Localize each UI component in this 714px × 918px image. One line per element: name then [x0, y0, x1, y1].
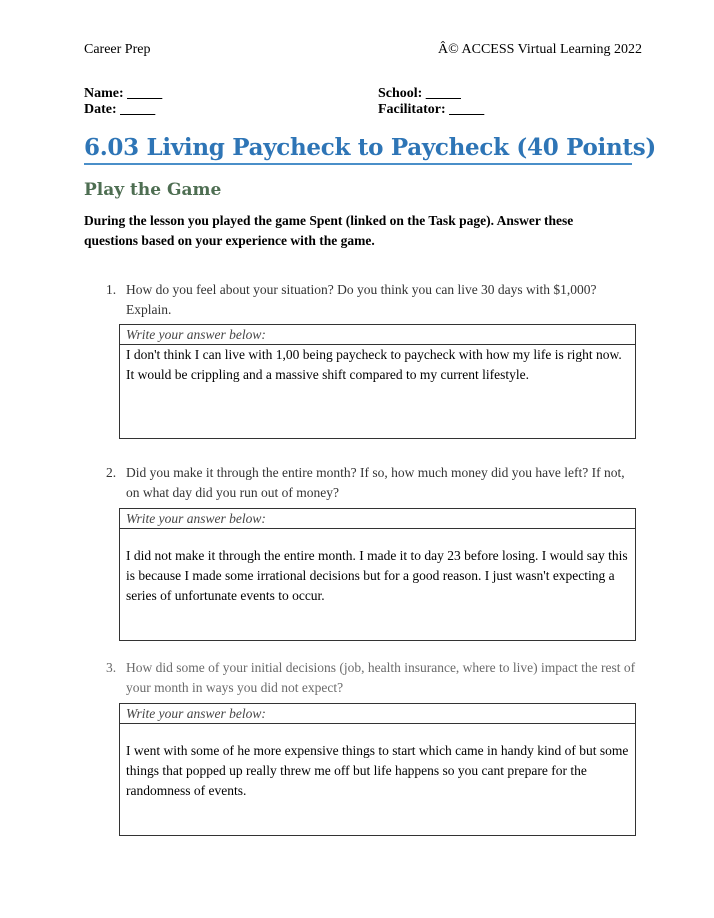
question-1	[106, 280, 636, 320]
date-label: Date:	[84, 102, 117, 117]
left-fields	[84, 86, 162, 118]
answer-box-2[interactable]	[119, 508, 636, 641]
name-blank[interactable]: _____	[127, 86, 163, 101]
question-number: 3.	[106, 660, 117, 675]
school-blank[interactable]: _____	[425, 86, 461, 101]
date-blank[interactable]: _____	[120, 102, 156, 117]
answer-box-label: Write your answer below:	[120, 704, 635, 724]
question-text: How do you feel about your situation? Do you think you can live 30 days with $1,000? Explain.	[126, 282, 597, 317]
name-label: Name:	[84, 86, 124, 101]
date-field[interactable]	[84, 102, 162, 118]
question-number: 1.	[106, 282, 117, 297]
facilitator-blank[interactable]: _____	[449, 102, 485, 117]
question-number: 2.	[106, 465, 117, 480]
question-text: How did some of your initial decisions (job, health insurance, where to live) impact the rest of your month in ways you did not expect?	[126, 660, 636, 695]
answer-text[interactable]: I don't think I can live with 1,00 being paycheck to paycheck with how my life is right now. It would be crippling and a massive shift compared to my current lifestyle.	[126, 347, 622, 382]
course-name: Career Prep	[84, 42, 151, 57]
school-label: School:	[378, 86, 423, 101]
facilitator-label: Facilitator:	[378, 102, 446, 117]
intro-text: During the lesson you played the game Spent (linked on the Task page). Answer these questions based on your experience with the game.	[84, 213, 574, 248]
question-text: Did you make it through the entire month? If so, how much money did you have left? If not, on what day did you run out of money?	[126, 465, 625, 500]
answer-box-label: Write your answer below:	[120, 509, 635, 529]
answer-box-1[interactable]	[119, 324, 636, 439]
answer-text[interactable]: I went with some of he more expensive things to start which came in handy kind of but some things that popped up really threw me off but life happens so you cant prepare for the randomness of events.	[126, 743, 629, 798]
answer-box-3[interactable]	[119, 703, 636, 836]
page-title: 6.03 Living Paycheck to Paycheck (40 Points)	[84, 134, 632, 165]
question-2	[106, 463, 636, 503]
facilitator-field[interactable]	[378, 102, 484, 118]
copyright-notice: Â© ACCESS Virtual Learning 2022	[438, 42, 642, 57]
section-heading: Play the Game	[84, 180, 222, 200]
school-field[interactable]	[378, 86, 484, 102]
answer-text[interactable]: I did not make it through the entire month. I made it to day 23 before losing. I would say this is because I made some irrational decisions but for a good reason. I just wasn't expecting a series of unfortunate events to occur.	[126, 548, 628, 603]
name-field[interactable]	[84, 86, 162, 102]
right-fields	[378, 86, 484, 118]
answer-box-label: Write your answer below:	[120, 325, 635, 345]
question-3	[106, 658, 636, 698]
